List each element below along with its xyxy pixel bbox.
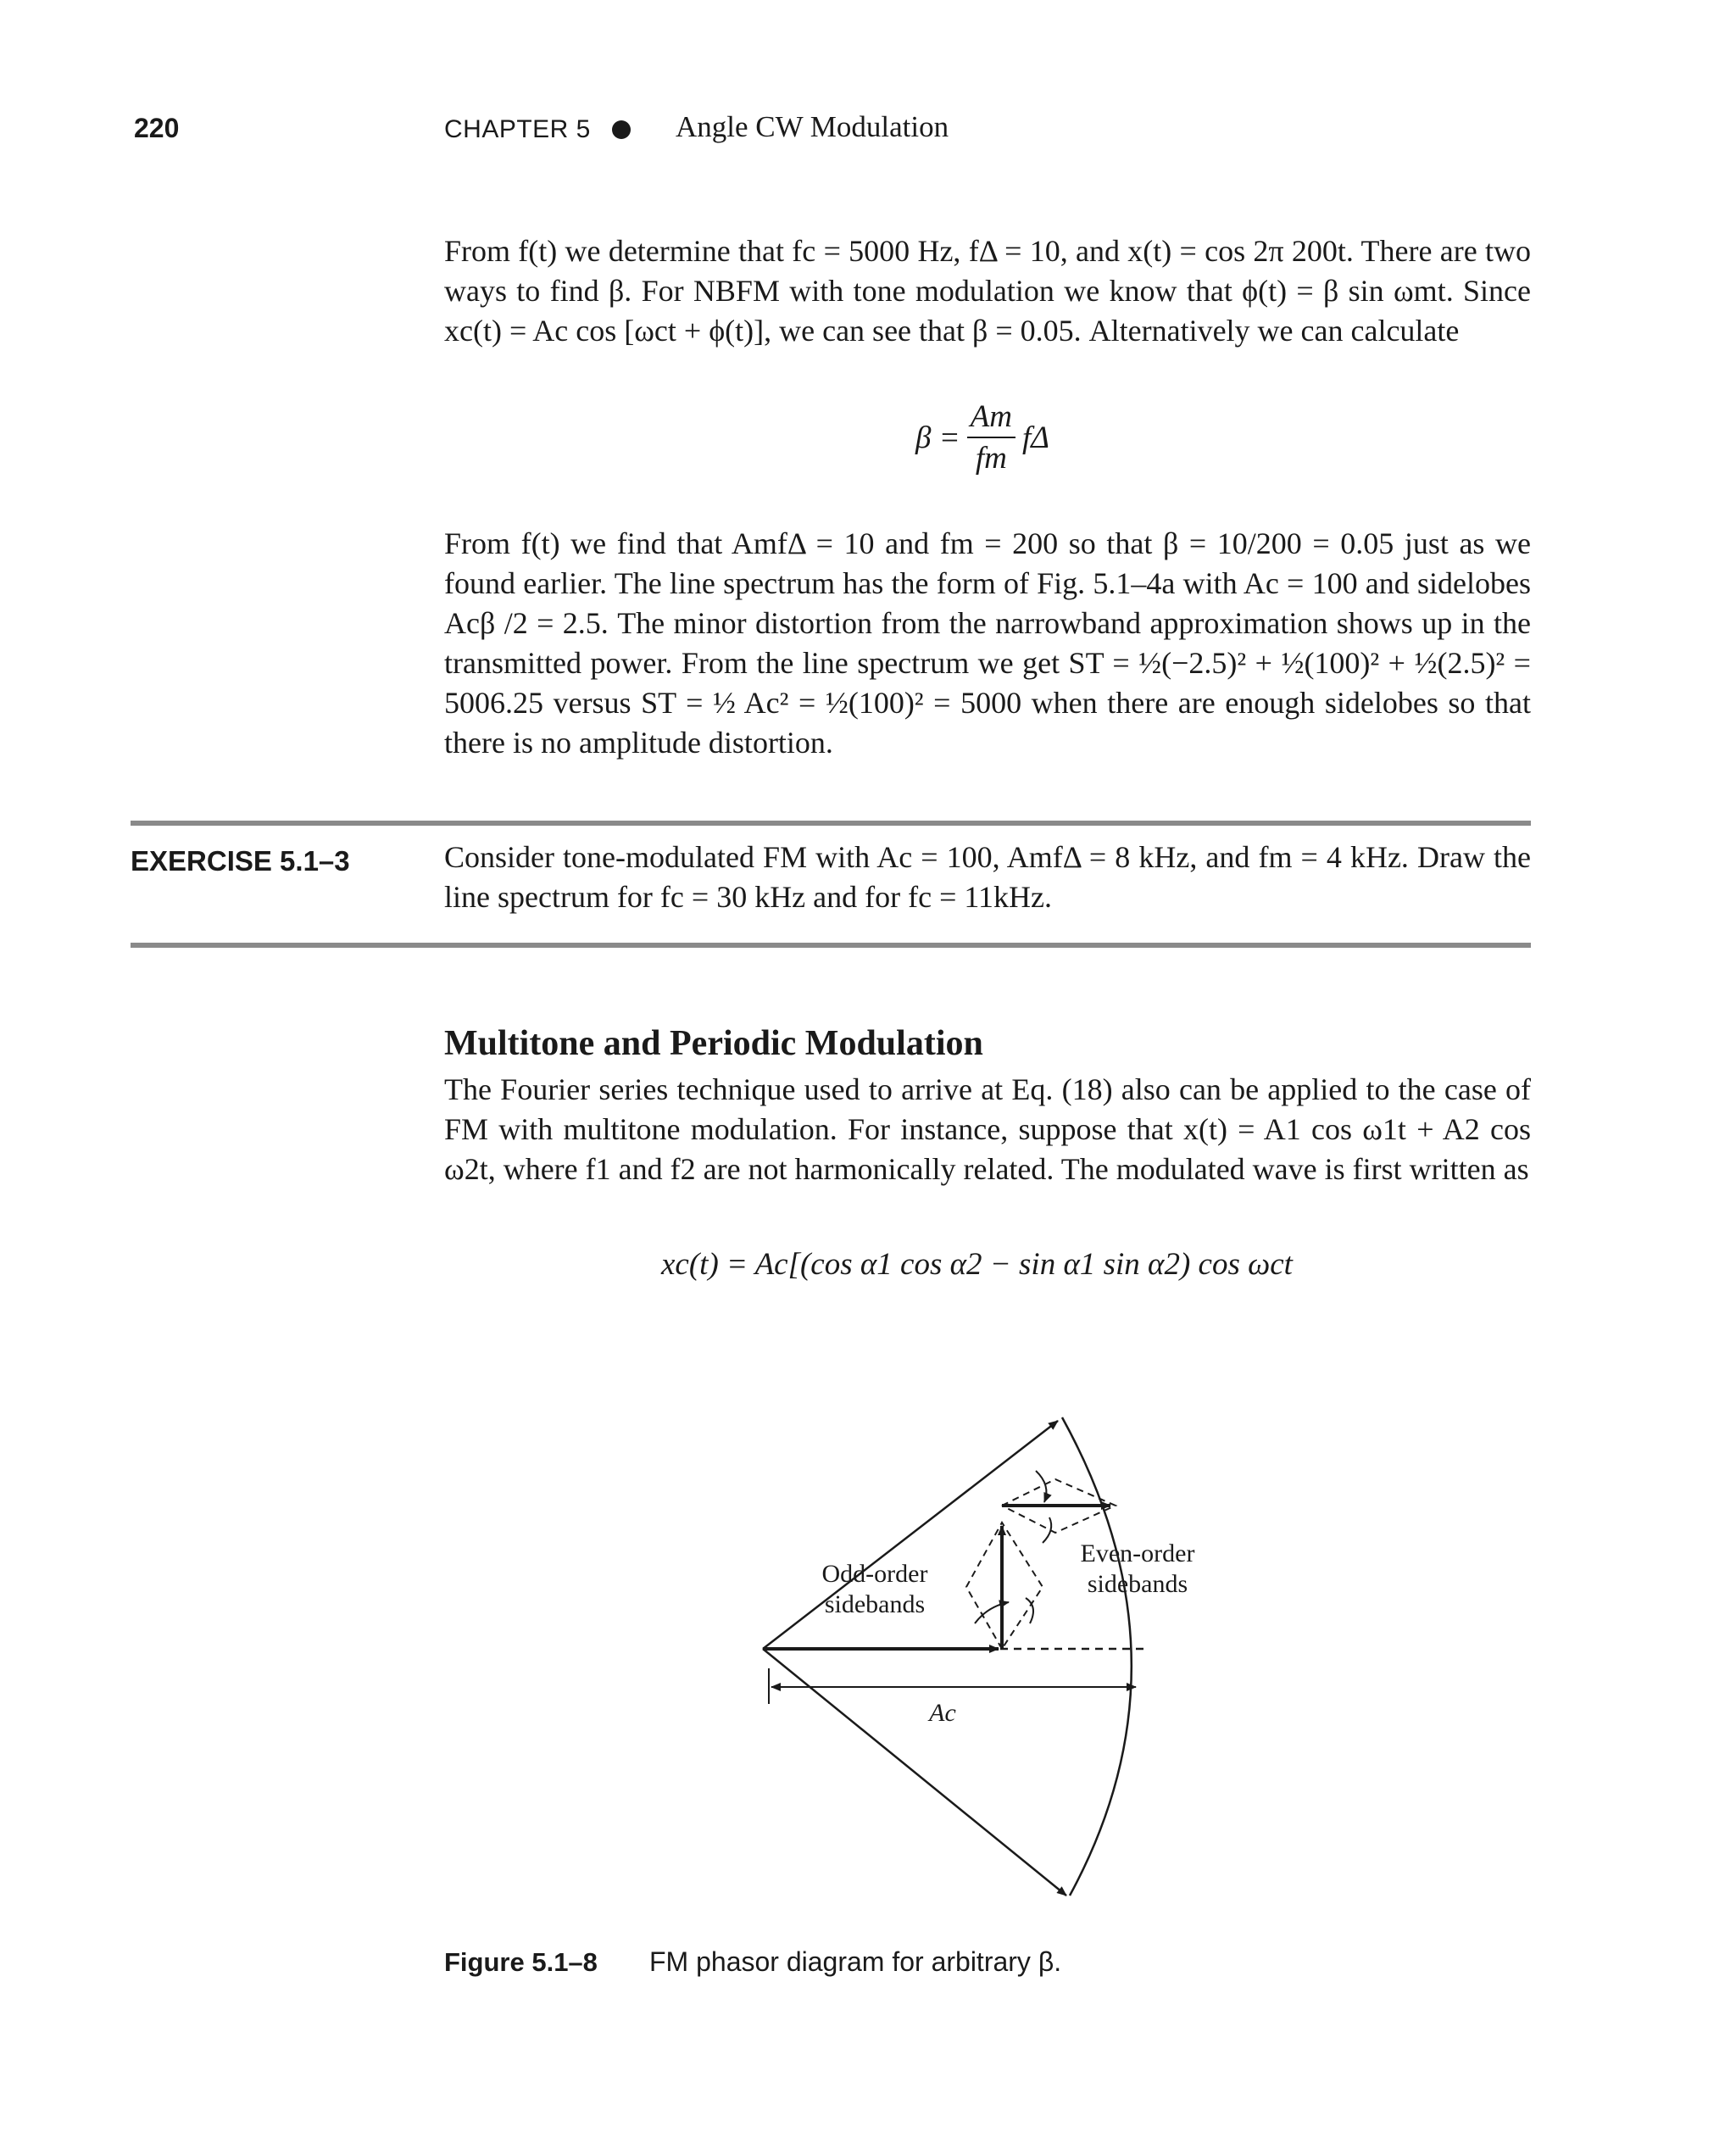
even-rotation-arc-top — [1036, 1471, 1046, 1502]
odd-label-line2: sidebands — [824, 1590, 926, 1618]
section-paragraph-text: The Fourier series technique used to arrive at Eq. (18) also can be applied to the case of FM with multitone modulation. For instance, suppose that x(t) = A1 cos ω1t + A2 cos ω2t, where f1 and f2 are not harmonically related. The modulated wave is first written as — [444, 1072, 1531, 1186]
paragraph-intro-text: From f(t) we determine that fc = 5000 Hz, fΔ = 10, and x(t) = cos 2π 200t. There are two ways to find β. For NBFM with tone modulation we know that ϕ(t) = β sin ωmt. Since xc(t) = Ac cos [ωct + ϕ(t)], we can see that β = 0.05. Alternatively we can calculate — [444, 234, 1531, 348]
exercise-text: Consider tone-modulated FM with Ac = 100, AmfΔ = 8 kHz, and fm = 4 kHz. Draw the line spectrum for fc = 30 kHz and for fc = 11kHz. — [444, 840, 1531, 914]
page-number: 220 — [134, 113, 180, 143]
odd-label-line1: Odd-order — [821, 1560, 928, 1588]
lower-radius-arrow — [763, 1649, 1066, 1896]
even-label-line2: sidebands — [1087, 1570, 1188, 1598]
paragraph-line-spectrum-text: From f(t) we find that AmfΔ = 10 and fm = 200 so that β = 10/200 = 0.05 just as we found earlier. The line spectrum has the form of Fig. 5.1–4a with Ac = 100 and sidelobes Acβ /2 = 2.5. The minor distortion from the narrowband approximation shows up in the transmitted power. From the line spectrum we get ST = ½(−2.5)² + ½(100)² + ½(2.5)² = 5006.25 versus ST = ½ Ac² = ½(100)² = 5000 when there are enough sidelobes so that there is no amplitude distortion. — [444, 526, 1531, 760]
equation-multitone-text: xc(t) = Ac[(cos α1 cos α2 − sin α1 sin α2) cos ωct — [661, 1247, 1293, 1282]
figure-caption-label: Figure 5.1–8 — [444, 1947, 598, 1977]
chapter-title: Angle CW Modulation — [676, 110, 949, 143]
equation-numerator: Am — [967, 398, 1015, 438]
equation-denominator: fm — [975, 441, 1007, 476]
even-rotation-arc-bottom — [1043, 1517, 1051, 1543]
exercise-label: EXERCISE 5.1–3 — [131, 845, 350, 877]
figure-caption-text: FM phasor diagram for arbitrary β. — [649, 1946, 1062, 1977]
equation-rhs: fΔ — [1021, 420, 1049, 455]
locus-arc — [1062, 1417, 1132, 1896]
equation-lhs: β = — [915, 420, 960, 455]
odd-sideband-diamond — [966, 1523, 1043, 1649]
section-heading: Multitone and Periodic Modulation — [444, 1024, 983, 1063]
chapter-label: CHAPTER 5 — [444, 115, 591, 143]
even-label-line1: Even-order — [1080, 1539, 1195, 1567]
ac-label: Ac — [929, 1699, 956, 1727]
